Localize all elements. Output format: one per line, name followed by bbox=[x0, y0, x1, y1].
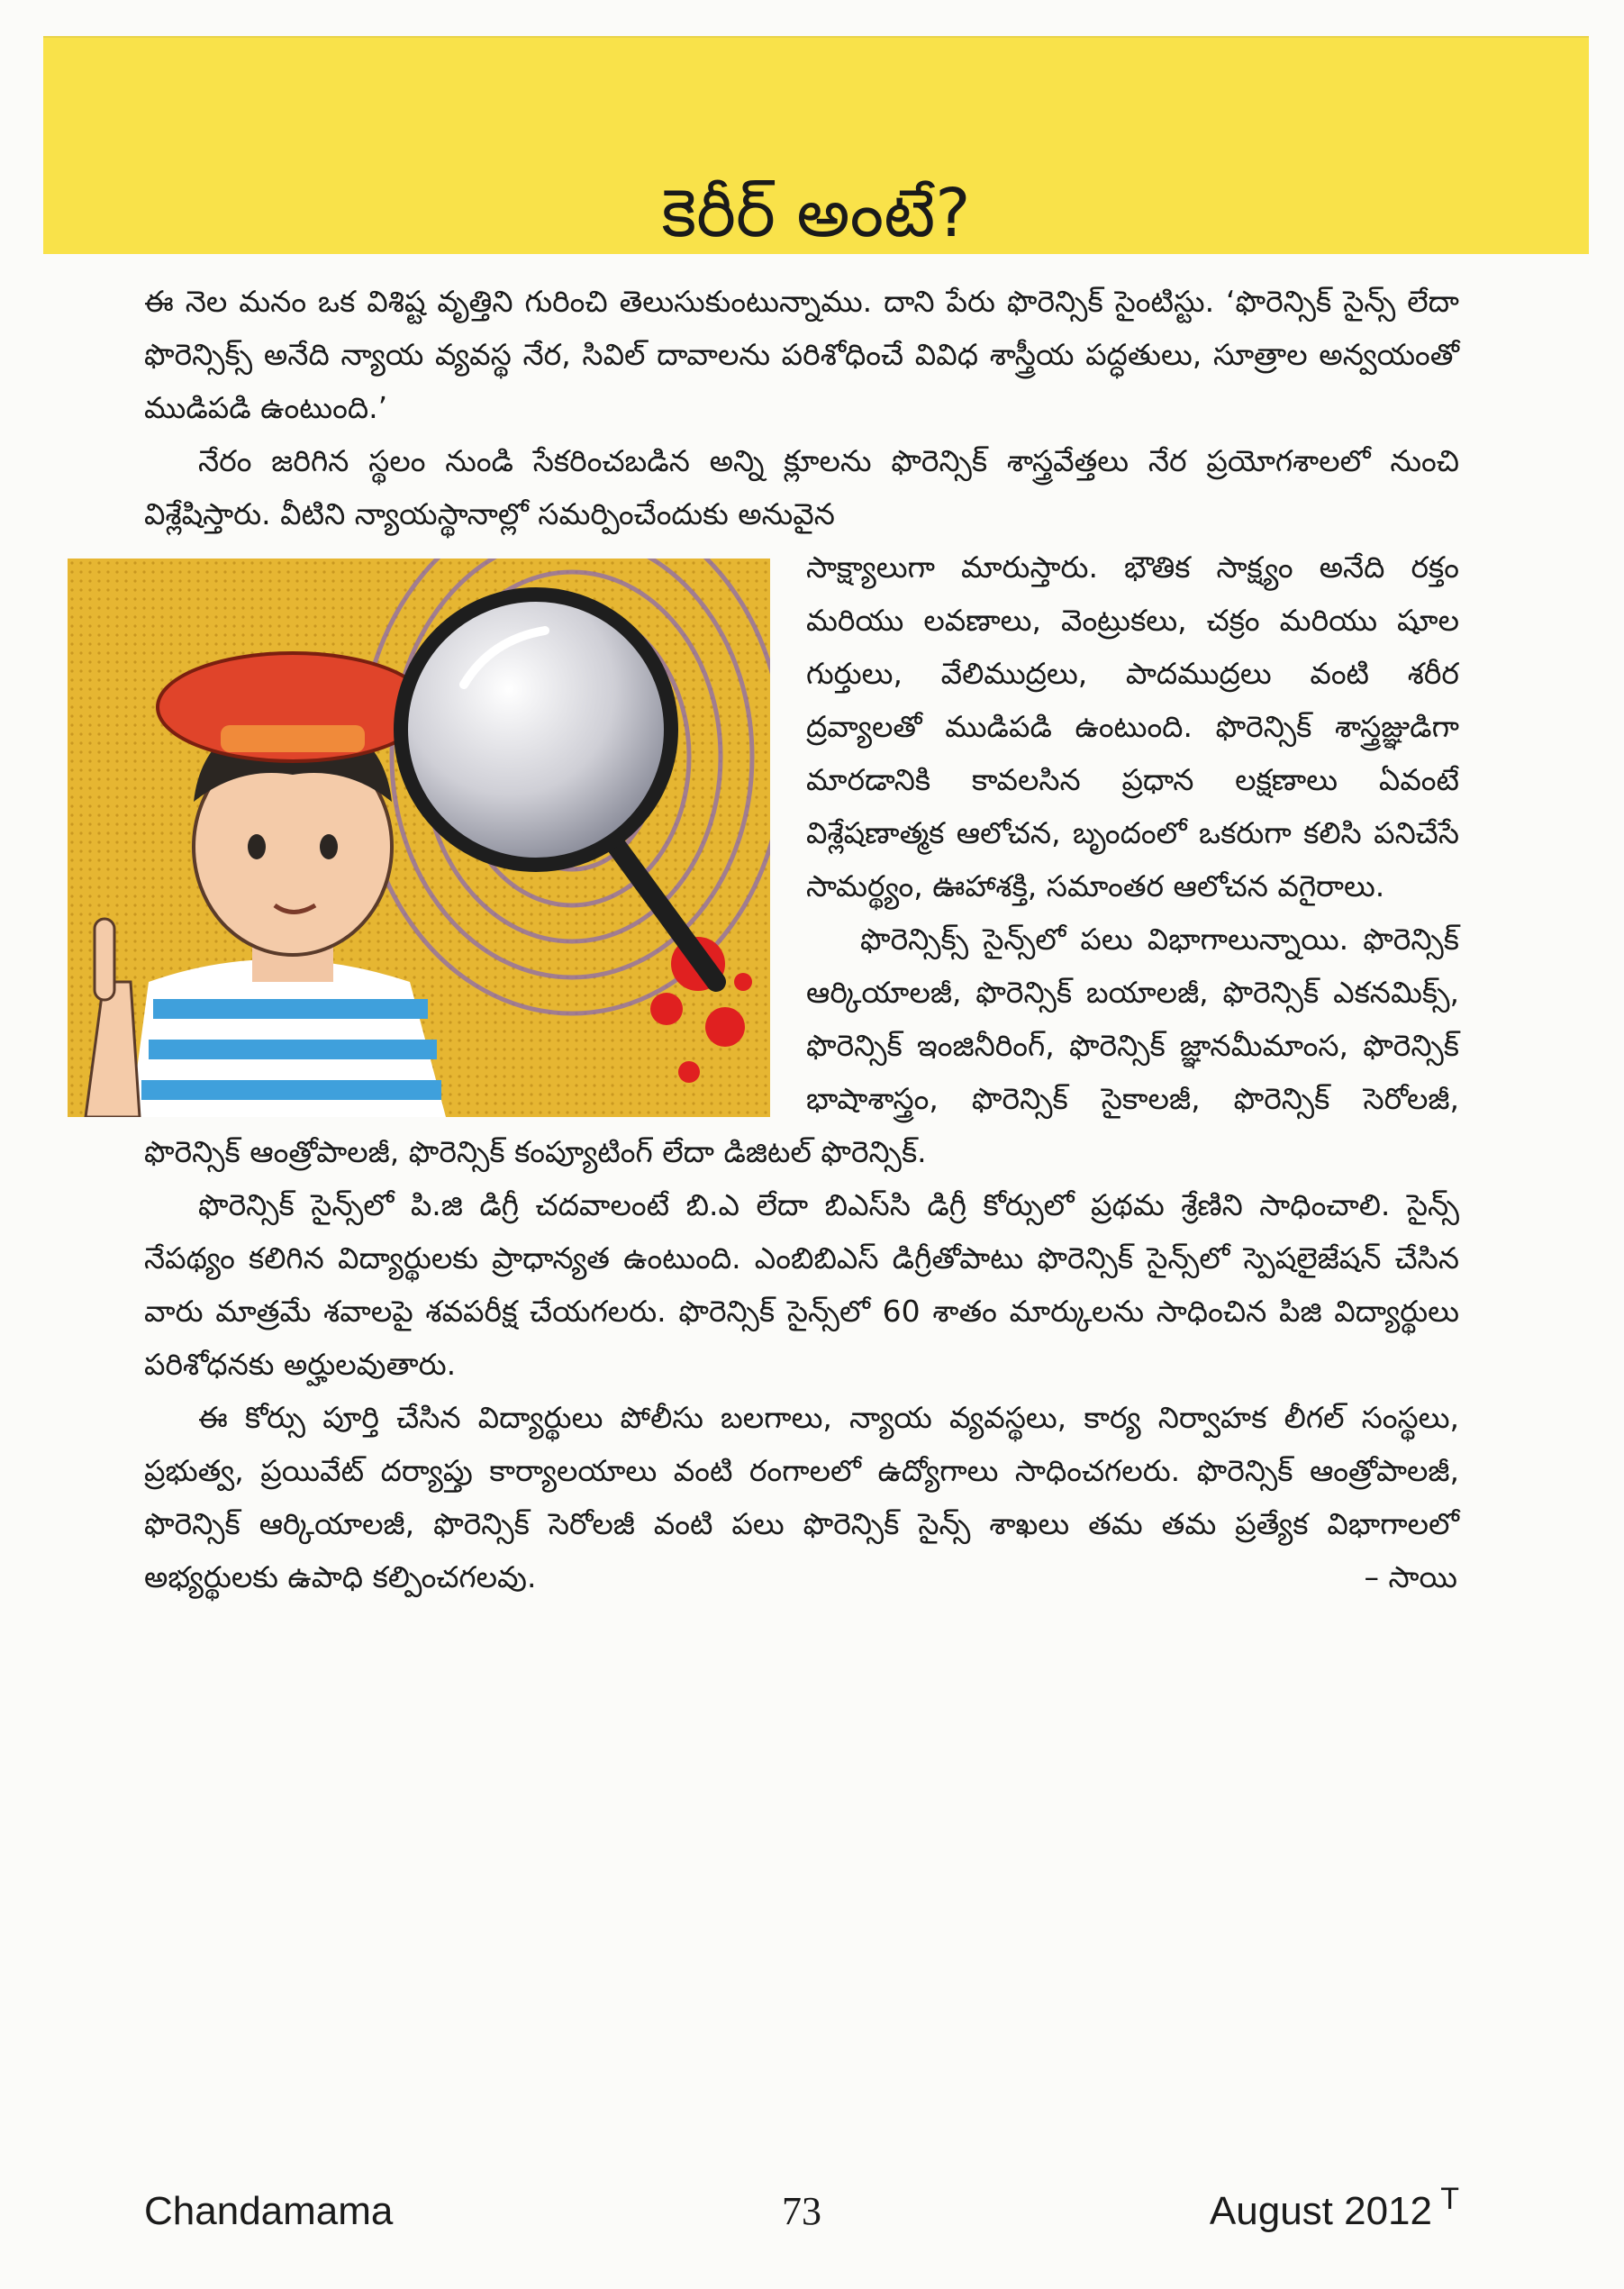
detective-illustration bbox=[68, 559, 770, 1117]
paragraph-intro: ఈ నెల మనం ఒక విశిష్ట వృత్తిని గురించి తెలుసుకుంటున్నాము. దాని పేరు ఫొరెన్సిక్ సైంటిస్టు. ‘ఫొరెన్సిక్ సైన్స్ లేదా ఫొరెన్సిక్స్ అనేది న్యాయ వ్యవస్థ నేర, సివిల్ దావాలను పరిశోధించే వివిధ శాస్త్రీయ పద్ధతులు, సూత్రాల అన్వయంతో ముడిపడి ఉంటుంది.’ bbox=[144, 284, 1459, 425]
magazine-name: Chandamama bbox=[144, 2189, 394, 2233]
page-footer bbox=[144, 2182, 1459, 2239]
paragraph-careers: ఈ కోర్సు పూర్తి చేసిన విద్యార్థులు పోలీసు బలగాలు, న్యాయ వ్యవస్థలు, కార్య నిర్వాహక లీగల్ సంస్థలు, ప్రభుత్వ, ప్రయివేట్ దర్యాప్తు కార్యాలయాలు వంటి రంగాలలో ఉద్యోగాలు సాధించగలరు. ఫొరెన్సిక్ ఆంత్రోపాలజీ, ఫొరెన్సిక్ ఆర్కియాలజీ, ఫొరెన్సిక్ సెరోలజీ వంటి పలు ఫొరెన్సిక్ సైన్స్ శాఖలు తమ తమ ప్రత్యేక విభాగాలలో అభ్యర్థులకు ఉపాధి కల్పించగలవు. bbox=[144, 1400, 1459, 1594]
corner-mark: T bbox=[1440, 2182, 1459, 2216]
page-title: కెరీర్ అంటే? bbox=[661, 175, 971, 252]
page-number: 73 bbox=[782, 2189, 821, 2233]
paragraph-education: ఫొరెన్సిక్ సైన్స్‌లో పి.జి డిగ్రీ చదవాలంటే బి.ఎ లేదా బిఎస్‌సి డిగ్రీ కోర్సులో ప్రథమ శ్రేణిని సాధించాలి. సైన్స్ నేపథ్యం కలిగిన విద్యార్థులకు ప్రాధాన్యత ఉంటుంది. ఎంబిబిఎస్ డిగ్రీతోపాటు ఫొరెన్సిక్ సైన్స్‌లో స్పెషలైజేషన్ చేసిన వారు మాత్రమే శవాలపై శవపరీక్ష చేయగలరు. ఫొరెన్సిక్ సైన్స్‌లో 60 శాతం మార్కులను సాధించిన పిజి విద్యార్థులు పరిశోధనకు అర్హులవుతారు. bbox=[144, 1187, 1459, 1382]
author-signature: – సాయి bbox=[1364, 1559, 1457, 1594]
title-banner bbox=[43, 36, 1589, 254]
article-body bbox=[144, 275, 1459, 1603]
paragraph-physical-evidence: సాక్ష్యాలుగా మారుస్తారు. భౌతిక సాక్ష్యం అనేది రక్తం మరియు లవణాలు, వెంట్రుకలు, చక్రం మరియు షూల గుర్తులు, వేలిముద్రలు, పాదముద్రలు వంటి శరీర ద్రవ్యాలతో ముడిపడి ఉంటుంది. ఫొరెన్సిక్ శాస్త్రజ్ఞుడిగా మారడానికి కావలసిన ప్రధాన లక్షణాలు ఏవంటే విశ్లేషణాత్మక ఆలోచన, బృందంలో ఒకరుగా కలిసి పనిచేసే సామర్థ్యం, ఊహాశక్తి, సమాంతర ఆలోచన వగైరాలు. bbox=[806, 550, 1459, 904]
issue-date: August 2012 bbox=[1209, 2189, 1432, 2233]
paragraph-crime-scene: నేరం జరిగిన స్థలం నుండి సేకరించబడిన అన్ని క్లూలను ఫొరెన్సిక్ శాస్త్రవేత్తలు నేర ప్రయోగశాలలో నుంచి విశ్లేషిస్తారు. వీటిని న్యాయస్థానాల్లో సమర్పించేందుకు అనువైన bbox=[144, 443, 1459, 531]
paragraph-branches: ఫొరెన్సిక్స్ సైన్స్‌లో పలు విభాగాలున్నాయి. ఫొరెన్సిక్ ఆర్కియాలజీ, ఫొరెన్సిక్ బయాలజీ, ఫొరెన్సిక్ ఎకనమిక్స్, ఫొరెన్సిక్ ఇంజినీరింగ్, ఫొరెన్సిక్ జ్ఞానమీమాంస, ఫొరెన్సిక్ భాషాశాస్త్రం, ఫొరెన్సిక్ సైకాలజీ, ఫొరెన్సిక్ సెరోలజీ, ఫొరెన్సిక్ ఆంత్రోపాలజీ, ఫొరెన్సిక్ కంప్యూటింగ్ లేదా డిజిటల్ ఫొరెన్సిక్. bbox=[144, 922, 1459, 1169]
